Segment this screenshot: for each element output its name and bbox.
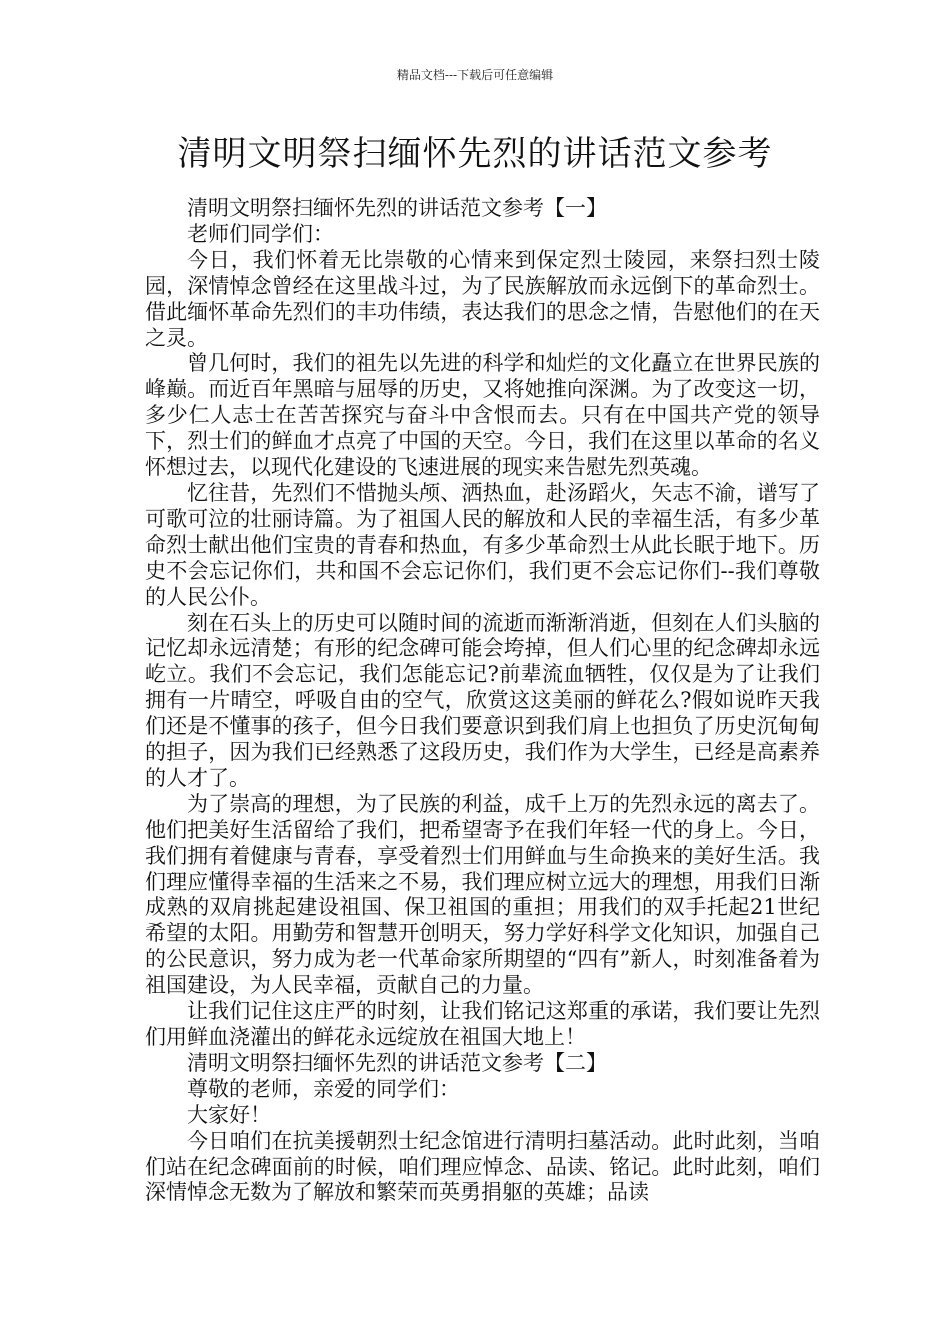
paragraph: 让我们记住这庄严的时刻，让我们铭记这郑重的承诺，我们要让先烈们用鲜血浇灌出的鲜花永远绽放在祖国大地上！ [145, 999, 820, 1049]
salutation-2: 尊敬的老师，亲爱的同学们： [187, 1076, 460, 1101]
paragraph: 为了崇高的理想，为了民族的利益，成千上万的先烈永远的离去了。他们把美好生活留给了我们，把希望寄予在我们年轻一代的身上。今日，我们拥有着健康与青春，享受着烈士们用鲜血与生命换来的美好生活。我们理应懂得幸福的生活来之不易，我们理应树立远大的理想，用我们日渐成熟的双肩挑起建设祖国、保卫祖国的重担；用我们的双手托起21世纪希望的太阳。用勤劳和智慧开创明天，努力学好科学文化知识，加强自己的公民意识，努力成为老一代革命家所期望的“四有”新人，时刻准备着为祖国建设，为人民幸福，贡献自己的力量。 [145, 791, 820, 998]
paragraph: 刻在石头上的历史可以随时间的流逝而渐渐消逝，但刻在人们头脑的记忆却永远清楚；有形的纪念碑可能会垮掉，但人们心里的纪念碑却永远屹立。我们不会忘记，我们怎能忘记?前辈流血牺牲，仅仅是为了让我们拥有一片晴空，呼吸自由的空气，欣赏这这美丽的鲜花么?假如说昨天我们还是不懂事的孩子，但今日我们要意识到我们肩上也担负了历史沉甸甸的担子，因为我们已经熟悉了这段历史，我们作为大学生，已经是高素养的人才了。 [145, 610, 820, 790]
section-heading-2: 清明文明祭扫缅怀先烈的讲话范文参考【二】 [187, 1050, 607, 1075]
document-body [145, 196, 820, 1206]
greeting: 大家好！ [187, 1102, 271, 1127]
salutation-1: 老师们同学们： [187, 221, 334, 246]
header-note: 精品文档---下载后可任意编辑 [396, 68, 554, 82]
paragraph: 忆往昔，先烈们不惜抛头颅、洒热血，赴汤蹈火，矢志不渝，谱写了可歌可泣的壮丽诗篇。为了祖国人民的解放和人民的幸福生活，有多少革命烈士献出他们宝贵的青春和热血，有多少革命烈士从此长眠于地下。历史不会忘记你们，共和国不会忘记你们，我们更不会忘记你们--我们尊敬的人民公仆。 [145, 480, 820, 609]
paragraph: 今日，我们怀着无比崇敬的心情来到保定烈士陵园，来祭扫烈士陵园，深情悼念曾经在这里战斗过，为了民族解放而永远倒下的革命烈士。借此缅怀革命先烈们的丰功伟绩，表达我们的思念之情，告慰他们的在天之灵。 [145, 247, 820, 350]
document-title: 清明文明祭扫缅怀先烈的讲话范文参考 [177, 134, 773, 174]
section-heading-1: 清明文明祭扫缅怀先烈的讲话范文参考【一】 [187, 196, 607, 220]
paragraph: 今日咱们在抗美援朝烈士纪念馆进行清明扫墓活动。此时此刻，当咱们站在纪念碑面前的时候，咱们理应悼念、品读、铭记。此时此刻，咱们深情悼念无数为了解放和繁荣而英勇捐躯的英雄；品读 [145, 1128, 820, 1205]
paragraph: 曾几何时，我们的祖先以先进的科学和灿烂的文化矗立在世界民族的峰巅。而近百年黑暗与屈辱的历史，又将她推向深渊。为了改变这一切，多少仁人志士在苦苦探究与奋斗中含恨而去。只有在中国共产党的领导下，烈士们的鲜血才点亮了中国的天空。今日，我们在这里以革命的名义怀想过去，以现代化建设的飞速进展的现实来告慰先烈英魂。 [145, 351, 820, 480]
